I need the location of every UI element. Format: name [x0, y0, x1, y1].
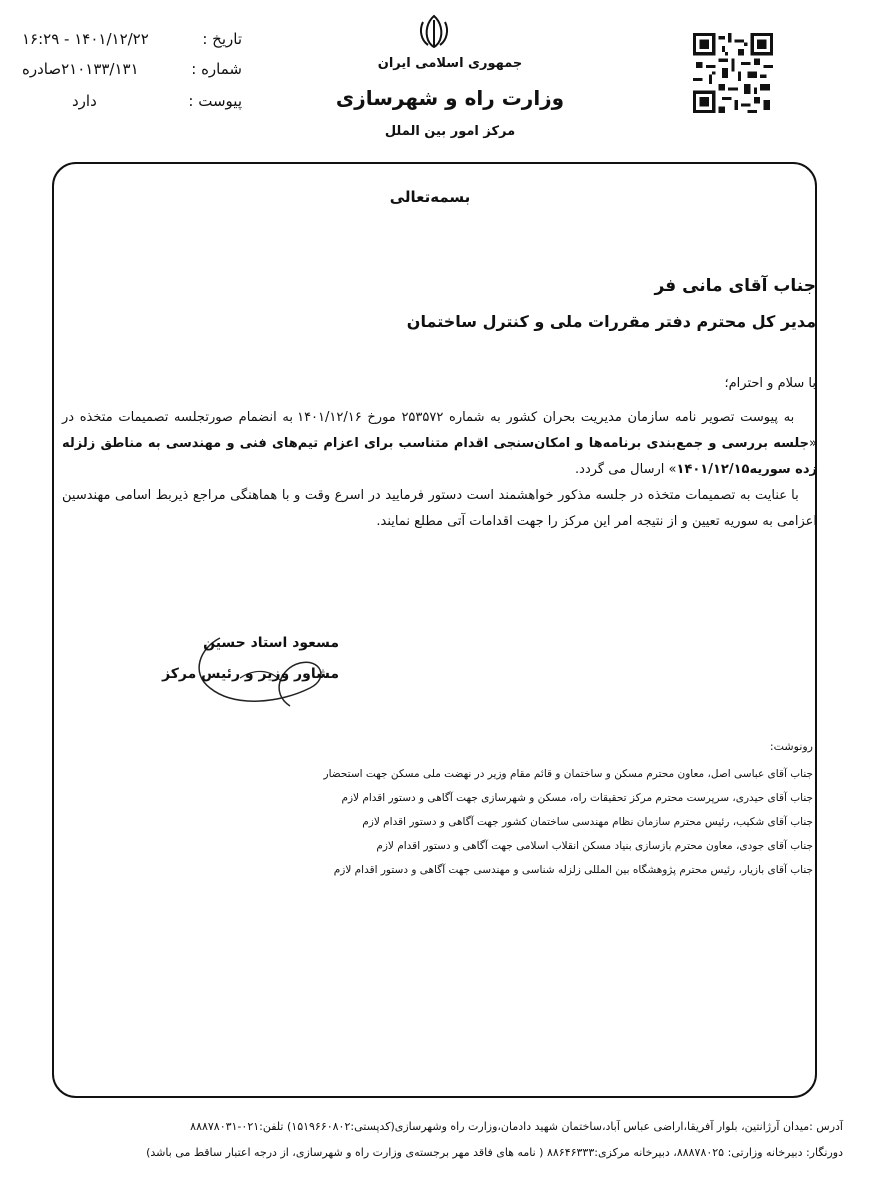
cc-item: جناب آقای حیدری، سرپرست محترم مرکز تحقیقات راه، مسکن و شهرسازی جهت آگاهی و دستور اقدام لازم [341, 792, 813, 804]
letter-body [62, 405, 817, 535]
number-value: ۲۱۰۱۳۳/۱۳۱صادره [22, 60, 139, 78]
date-value: ۱۴۰۱/۱۲/۲۲ - ۱۶:۲۹ [22, 30, 149, 48]
letter-frame [52, 162, 817, 1098]
footer-address: آدرس :میدان آرژانتین، بلوار آفریقا،اراضی عباس آباد،ساختمان شهید دادمان،وزارت راه وشهرسازی(کدپستی:۱۵۱۹۶۶۰۸۰۲) تلفن:۰۲۱-۸۸۸۷۸۰۳۱ [190, 1120, 843, 1133]
para1-end: » ارسال می گردد. [575, 462, 677, 477]
para1-start: به پیوست تصویر نامه سازمان مدیریت بحران کشور به شماره ۲۵۳۵۷۲ مورخ ۱۴۰۱/۱۲/۱۶ به انضمام صورتجلسه تصمیمات متخذه در « [62, 410, 817, 451]
body-paragraph-1 [62, 405, 817, 483]
cc-item: جناب آقای عباسی اصل، معاون محترم مسکن و ساختمان و قائم مقام وزیر در نهضت ملی مسکن جهت استحضار [323, 768, 813, 780]
para1-bold: جلسه بررسی و جمع‌بندی برنامه‌ها و امکان‌سنجی اقدام متناسب برای اعزام تیم‌های فنی و مهندسی به مناطق زلزله زده سوریه۱۴۰۱/۱۲/۱۵ [62, 436, 817, 477]
number-row [22, 60, 242, 82]
date-row [22, 30, 242, 52]
qr-code-icon [693, 33, 773, 113]
cc-item: جناب آقای جودی، معاون محترم بازسازی بنیاد مسکن انقلاب اسلامی جهت آگاهی و دستور اقدام لازم [376, 840, 813, 852]
letterhead [0, 0, 873, 160]
center-title: مرکز امور بین الملل [384, 124, 516, 139]
attachment-row [22, 92, 242, 114]
cc-title: رونوشت: [769, 740, 813, 753]
signer-title: مشاور وزیر و رئیس مرکز [162, 666, 339, 682]
addressee-name: جناب آقای مانی فر [654, 276, 816, 296]
cc-item: جناب آقای بازیار، رئیس محترم پژوهشگاه بین المللی زلزله شناسی و مهندسی جهت آگاهی و دستور اقدام لازم [333, 864, 813, 876]
republic-title: جمهوری اسلامی ایران [377, 56, 523, 71]
attachment-label: پیوست : [188, 92, 242, 110]
cc-list [324, 764, 814, 884]
attachment-value: دارد [72, 92, 97, 110]
para2-text: با عنایت به تصمیمات متخذه در جلسه مذکور خواهشمند است دستور فرمایید در اسرع وقت و با هماهنگی مراجع ذیربط اسامی مهندسین اعزامی به سوریه تعیین و از نتیجه امر این مرکز را جهت اقدامات آتی مطلع نمایند. [62, 488, 817, 529]
iran-emblem-icon [414, 12, 454, 52]
cc-item: جناب آقای شکیب، رئیس محترم سازمان نظام مهندسی ساختمان کشور جهت آگاهی و دستور اقدام لازم [362, 816, 813, 828]
footer-phones: دورنگار: دبیرخانه وزارتی: ۸۸۸۷۸۰۲۵، دبیرخانه مرکزی:۸۸۶۴۶۳۳۳ ( نامه های فاقد مهر برجسته‌ی وزارت راه و شهرسازی، از درجه اعتبار ساقط می باشد) [146, 1146, 843, 1159]
addressee-title: مدیر کل محترم دفتر مقررات ملی و کنترل ساختمان [406, 312, 816, 331]
greeting: با سلام و احترام؛ [724, 376, 816, 391]
date-label: تاریخ : [202, 30, 242, 48]
signer-name: مسعود استاد حسین [203, 635, 339, 651]
bismillah-heading: بسمه‌تعالی [389, 188, 471, 206]
number-label: شماره : [191, 60, 242, 78]
ministry-title: وزارت راه و شهرسازی [335, 86, 565, 110]
body-paragraph-2 [62, 483, 817, 535]
